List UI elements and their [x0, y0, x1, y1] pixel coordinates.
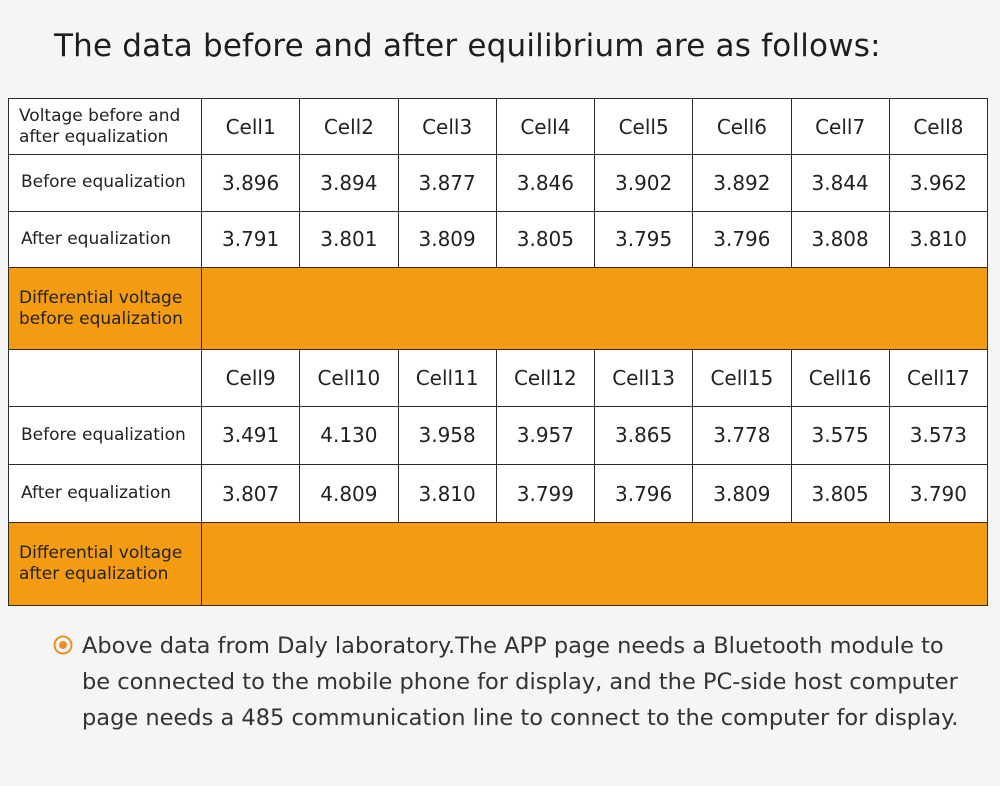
voltage-value: 3.865 [595, 406, 693, 464]
row-label: After equalization [9, 211, 202, 267]
cell-header: Cell1 [202, 99, 300, 155]
table-row [9, 155, 988, 211]
equalization-table [8, 98, 988, 606]
cell-header: Cell2 [300, 99, 398, 155]
voltage-value: 3.958 [398, 406, 496, 464]
table-header-row [9, 99, 988, 155]
cell-header: Cell16 [791, 350, 889, 406]
voltage-value: 3.957 [496, 406, 594, 464]
cell-header: Cell5 [595, 99, 693, 155]
cell-header: Cell3 [398, 99, 496, 155]
voltage-value: 3.805 [496, 211, 594, 267]
table-row [9, 465, 988, 523]
voltage-value: 3.801 [300, 211, 398, 267]
voltage-value: 3.799 [496, 465, 594, 523]
voltage-value: 3.491 [202, 406, 300, 464]
voltage-value: 3.844 [791, 155, 889, 211]
voltage-value: 3.809 [398, 211, 496, 267]
table-header-row [9, 350, 988, 406]
cell-header: Cell4 [496, 99, 594, 155]
voltage-value: 3.810 [889, 211, 987, 267]
voltage-value: 3.575 [791, 406, 889, 464]
diff-value-cell [202, 523, 988, 606]
voltage-value: 3.808 [791, 211, 889, 267]
voltage-value: 3.810 [398, 465, 496, 523]
voltage-value: 3.796 [595, 465, 693, 523]
cell-header: Cell15 [693, 350, 791, 406]
voltage-value: 3.846 [496, 155, 594, 211]
voltage-value: 3.962 [889, 155, 987, 211]
footnote-text: Above data from Daly laboratory.The APP page needs a Bluetooth module to be connected to the mobile phone for display, and the PC-side host computer page needs a 485 communication line to connect to the computer for display. [82, 633, 959, 731]
circle-dot-icon [52, 634, 74, 656]
cell-header: Cell11 [398, 350, 496, 406]
cell-header: Cell17 [889, 350, 987, 406]
voltage-value: 3.894 [300, 155, 398, 211]
voltage-value: 3.790 [889, 465, 987, 523]
cell-header: Cell6 [693, 99, 791, 155]
voltage-value: 3.807 [202, 465, 300, 523]
row-label: Before equalization [9, 155, 202, 211]
voltage-value: 3.796 [693, 211, 791, 267]
footnote [52, 628, 972, 736]
voltage-value: 3.573 [889, 406, 987, 464]
diff-label: Differential voltage after equalization [9, 523, 202, 606]
row-label: After equalization [9, 465, 202, 523]
voltage-value: 4.809 [300, 465, 398, 523]
cell-header: Cell9 [202, 350, 300, 406]
voltage-value: 3.778 [693, 406, 791, 464]
cell-header: Cell7 [791, 99, 889, 155]
table-row [9, 406, 988, 464]
diff-value-cell [202, 267, 988, 349]
voltage-value: 3.892 [693, 155, 791, 211]
voltage-value: 3.805 [791, 465, 889, 523]
diff-row [9, 267, 988, 349]
voltage-value: 3.877 [398, 155, 496, 211]
voltage-value: 4.130 [300, 406, 398, 464]
header-label: Voltage before and after equalization [9, 99, 202, 155]
diff-row [9, 523, 988, 606]
cell-header: Cell8 [889, 99, 987, 155]
voltage-value: 3.896 [202, 155, 300, 211]
cell-header: Cell13 [595, 350, 693, 406]
voltage-value: 3.795 [595, 211, 693, 267]
voltage-value: 3.791 [202, 211, 300, 267]
voltage-value: 3.809 [693, 465, 791, 523]
cell-header: Cell10 [300, 350, 398, 406]
diff-label: Differential voltage before equalization [9, 267, 202, 349]
page-title: The data before and after equilibrium are as follows: [54, 28, 881, 64]
cell-header: Cell12 [496, 350, 594, 406]
header-label [9, 350, 202, 406]
voltage-value: 3.902 [595, 155, 693, 211]
row-label: Before equalization [9, 406, 202, 464]
table-row [9, 211, 988, 267]
